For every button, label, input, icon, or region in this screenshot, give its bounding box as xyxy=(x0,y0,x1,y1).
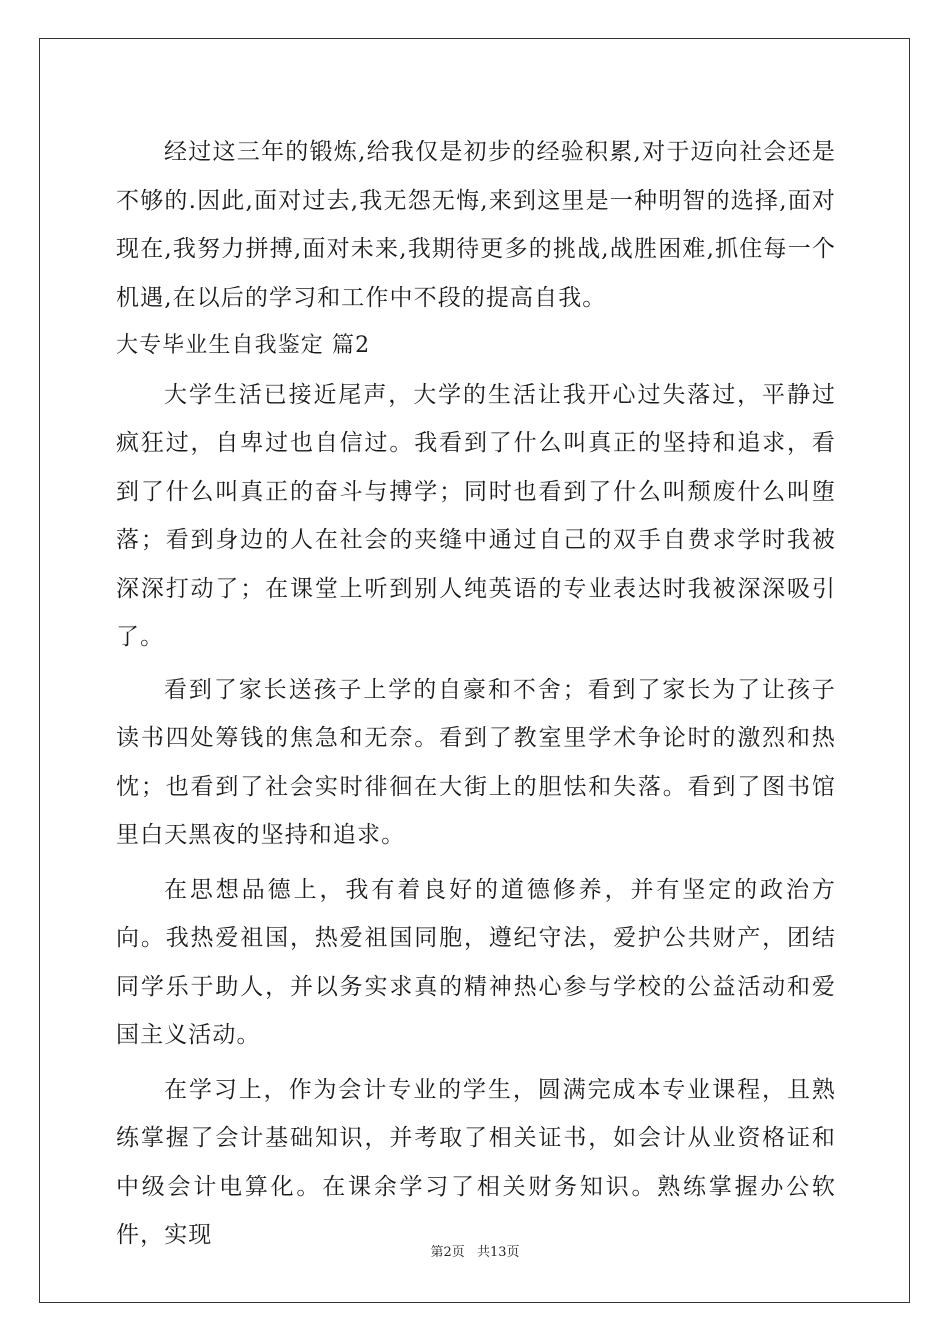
page-total: 共13页 xyxy=(476,1245,520,1260)
page-footer xyxy=(0,1241,950,1260)
paragraph-1: 大学生活已接近尾声，大学的生活让我开心过失落过，平静过疯狂过，自卑过也自信过。我看到了什么叫真正的坚持和追求，看到了什么叫真正的奋斗与搏学；同时也看到了什么叫颓废什么叫堕落；看到身边的人在社会的夹缝中通过自己的双手自费求学时我被深深打动了；在课堂上听到别人纯英语的专业表达时我被深深吸引了。 xyxy=(116,381,836,650)
paragraph-intro: 经过这三年的锻炼,给我仅是初步的经验积累,对于迈向社会还是不够的.因此,面对过去,我无怨无悔,来到这里是一种明智的选择,面对现在,我努力拼搏,面对未来,我期待更多的挑战,战胜困难,抓住每一个机遇,在以后的学习和工作中不段的提高自我。 xyxy=(116,139,836,311)
paragraph-4: 在学习上，作为会计专业的学生，圆满完成本专业课程，且熟练掌握了会计基础知识，并考取了相关证书，如会计从业资格证和中级会计电算化。在课余学习了相关财务知识。熟练掌握办公软件，实现 xyxy=(116,1076,836,1248)
document-body xyxy=(116,128,836,1260)
paragraph-2: 看到了家长送孩子上学的自豪和不舍；看到了家长为了让孩子读书四处筹钱的焦急和无奈。看到了教室里学术争论时的激烈和热忱；也看到了社会实时徘徊在大街上的胆怯和失落。看到了图书馆里白天黑夜的坚持和追求。 xyxy=(116,676,836,848)
page-number: 第2页 xyxy=(430,1245,465,1260)
section-heading: 大专毕业生自我鉴定 篇2 xyxy=(116,333,371,358)
paragraph-3: 在思想品德上，我有着良好的道德修养，并有坚定的政治方向。我热爱祖国，热爱祖国同胞，遵纪守法，爱护公共财产，团结同学乐于助人，并以务实求真的精神热心参与学校的公益活动和爱国主义活动。 xyxy=(116,876,836,1048)
